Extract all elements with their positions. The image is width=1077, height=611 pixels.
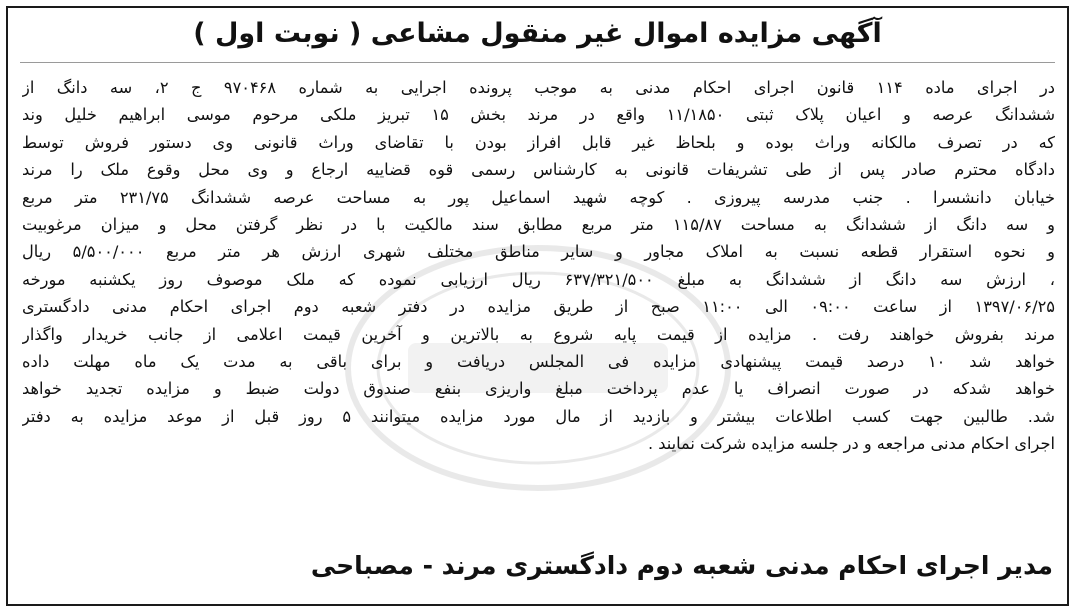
notice-body: [22, 74, 1055, 458]
notice-body-line: خیابان دانشسرا . جنب مدرسه پیروزی . کوچه شهید اسماعیل پور به مساحت عرصه ششدانگ ۲۳۱/۷۵ متر مربع: [22, 187, 1055, 207]
notice-signature: مدیر اجرای احکام مدنی شعبه دوم دادگستری مرند - مصباحی: [310, 551, 1053, 580]
notice-body-line: خواهد شد ۱۰ درصد قیمت پیشنهادی مزایده فی المجلس دریافت و برای باقی به مدت یک ماه مهلت داده: [22, 352, 1055, 372]
notice-body-line: ششدانگ عرصه و اعیان پلاک ثبتی ۱۱/۱۸۵۰ واقع در مرند بخش ۱۵ تبریز ملکی مرحوم موسی ابراهیم خلیل وند: [22, 105, 1055, 125]
notice-body-line: مرند بفروش خواهند رفت . مزایده از قیمت پایه شروع به بالاترین و آخرین قیمت اعلامی از جانب خریدار واگذار: [22, 324, 1055, 344]
notice-body-line: که در تصرف مالکانه وراث بوده و بلحاظ غیر قابل افراز بودن با تقاضای وراث قانونی وی دستور فروش توسط: [22, 132, 1055, 152]
notice-body-line: دادگاه محترم صادر پس از طی تشریفات قانونی به کارشناس رسمی قوه قضاییه ارجاع و وی محل وقوع ملک را مرند: [22, 160, 1055, 180]
notice-body-line: شد. طالبین جهت کسب اطلاعات بیشتر و بازدید از مال مورد مزایده میتوانند ۵ روز قبل از موعد مزایده به دفتر: [22, 406, 1055, 426]
notice-frame: [6, 6, 1069, 606]
notice-body-line: اجرای احکام مدنی مراجعه و در جلسه مزایده شرکت نمایند .: [647, 434, 1055, 454]
notice-body-line: در اجرای ماده ۱۱۴ قانون اجرای احکام مدنی به موجب پرونده اجرایی به شماره ۹۷۰۴۶۸ ج ۲، سه دانگ از: [22, 78, 1055, 97]
notice-body-line: خواهد شدکه در صورت انصراف یا عدم پرداخت مبلغ واریزی بنفع صندوق دولت ضبط و مزایده تجدید خواهد: [22, 379, 1055, 399]
notice-title: آگهی مزایده اموال غیر منقول مشاعی ( نوبت اول ): [193, 18, 882, 49]
notice-body-line: ، ارزش سه دانگ از ششدانگ به مبلغ ۶۳۷/۳۲۱/۵۰۰ ریال ارزیابی نموده که ملک موصوف روز یکشنبه مورخه: [22, 269, 1055, 289]
notice-body-line: و سه دانگ از ششدانگ به مساحت ۱۱۵/۸۷ متر مربع مطابق سند مالکیت با در نظر گرفتن محل و میزان مرغوبیت: [22, 215, 1055, 235]
title-divider: [20, 62, 1055, 63]
notice-body-line: و نحوه استقرار قطعه نسبت به املاک مجاور و سایر مناطق مختلف شهری ارزش هر متر مربع ۵/۵۰۰/۰۰۰ ریال: [22, 242, 1055, 262]
notice-body-line: ۱۳۹۷/۰۶/۲۵ از ساعت ۰۹:۰۰ الی ۱۱:۰۰ صبح از طریق مزایده در دفتر شعبه دوم اجرای احکام مدنی دادگستری: [22, 297, 1055, 317]
